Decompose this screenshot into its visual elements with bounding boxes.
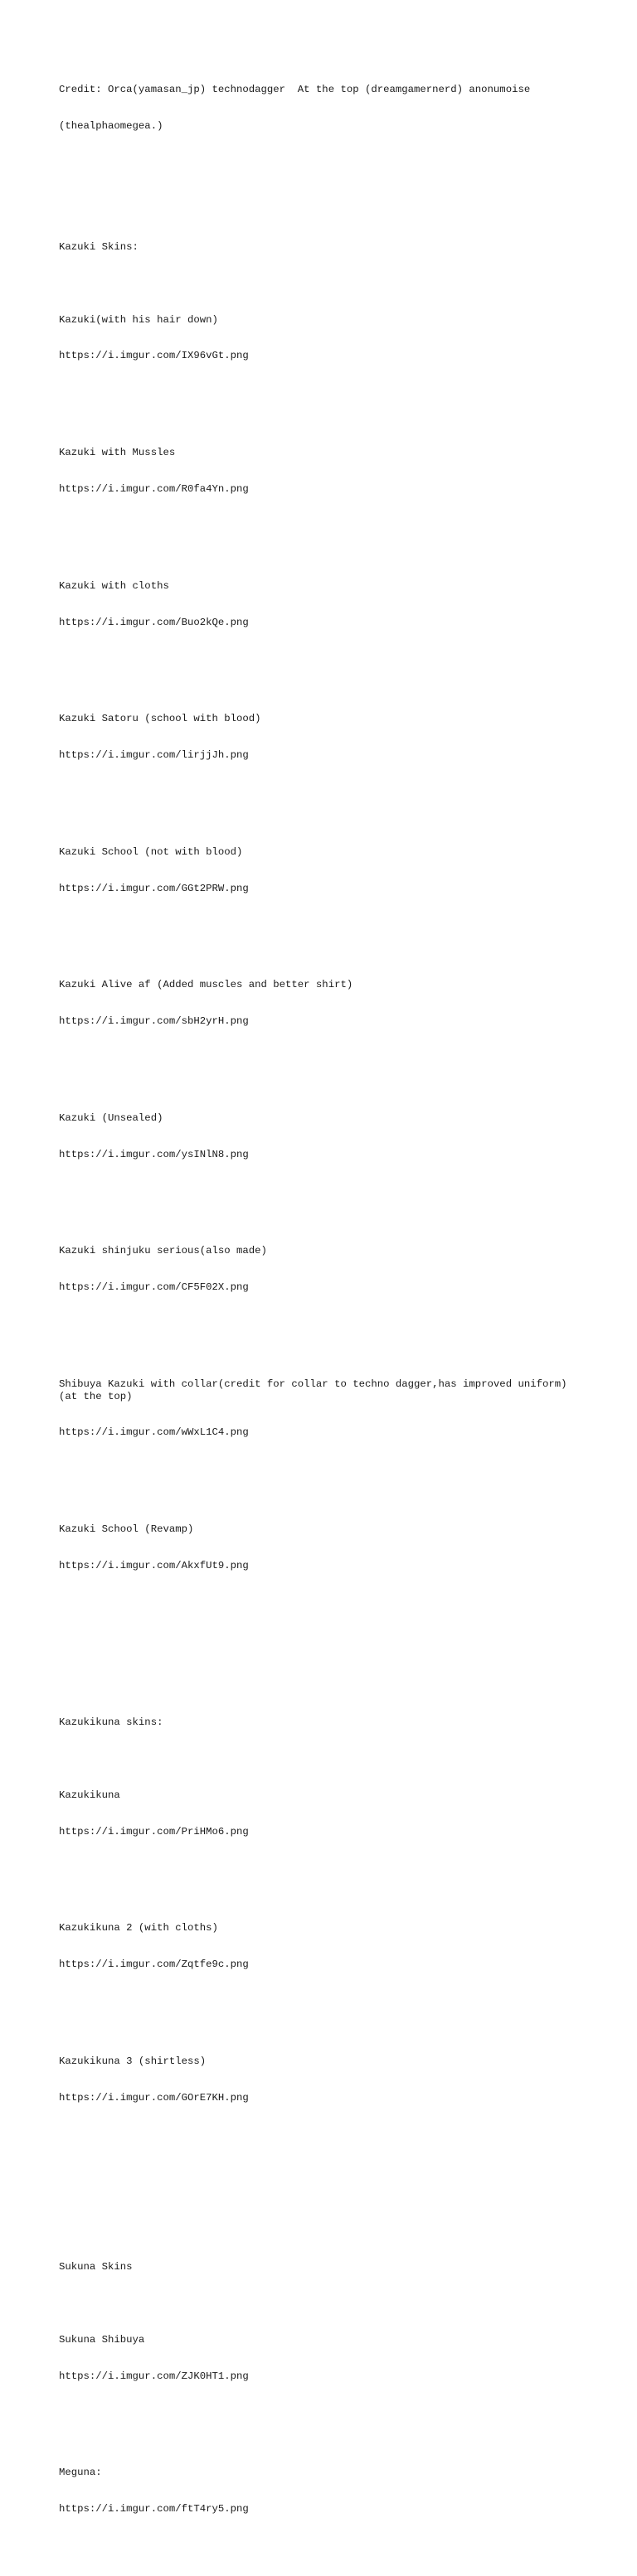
list-item [59,2310,606,2407]
list-item [59,2031,606,2128]
section-kazuki-skins [59,217,606,1620]
credit-line-2: (thealphaomegea.) [59,119,163,132]
entry-link[interactable]: https://i.imgur.com/PriHMo6.png [59,1825,249,1838]
list-item [59,1221,606,1318]
credit-line-1: Credit: Orca(yamasan_jp) technodagger At the top (dreamgamernerd) anonumoise [59,84,531,96]
section-title: Kazukikuna skins: [59,1717,163,1729]
document-page [59,60,606,2576]
entry-link[interactable]: https://i.imgur.com/Buo2kQe.png [59,616,249,628]
entry-link[interactable]: https://i.imgur.com/wWxL1C4.png [59,1426,249,1439]
list-item [59,556,606,653]
section-kazukikuna-skins [59,1692,606,2152]
entry-name: Kazuki Satoru (school with blood) [59,713,261,725]
entry-name: Kazuki(with his hair down) [59,313,218,326]
entry-name: Kazukikuna 3 (shirtless) [59,2055,207,2067]
entry-name: Shibuya Kazuki with collar(credit for collar to techno dagger,has improved uniform) (at the top) [59,1378,567,1402]
entry-name: Kazukikuna 2 (with cloths) [59,1922,218,1934]
entry-link[interactable]: https://i.imgur.com/ftT4ry5.png [59,2503,249,2515]
entry-link[interactable]: https://i.imgur.com/ysINlN8.png [59,1148,249,1160]
entry-link[interactable]: https://i.imgur.com/ZJK0HT1.png [59,2370,249,2382]
list-item [59,423,606,520]
section-sukuna-skins [59,2237,606,2564]
entry-name: Kazuki with Mussles [59,447,176,459]
entry-link[interactable]: https://i.imgur.com/sbH2yrH.png [59,1015,249,1028]
entry-link[interactable]: https://i.imgur.com/R0fa4Yn.png [59,483,249,495]
entry-link[interactable]: https://i.imgur.com/CF5F02X.png [59,1281,249,1294]
list-item [59,955,606,1052]
list-item [59,822,606,919]
entry-name: Kazuki (Unsealed) [59,1111,163,1124]
list-item [59,2443,606,2540]
entry-link[interactable]: https://i.imgur.com/Zqtfe9c.png [59,1959,249,1971]
entry-name: Kazuki with cloths [59,579,169,592]
entry-link[interactable]: https://i.imgur.com/lirjjJh.png [59,749,249,762]
entry-link[interactable]: https://i.imgur.com/GGt2PRW.png [59,882,249,894]
entry-name: Meguna: [59,2467,102,2479]
entry-name: Kazuki Alive af (Added muscles and better shirt) [59,979,353,991]
list-item [59,290,606,387]
entry-name: Sukuna Shibuya [59,2333,145,2346]
section-title: Sukuna Skins [59,2261,133,2273]
entry-link[interactable]: https://i.imgur.com/IX96vGt.png [59,350,249,362]
list-item [59,1088,606,1185]
entry-name: Kazukikuna [59,1789,120,1801]
list-item [59,1499,606,1596]
entry-name: Kazuki shinjuku serious(also made) [59,1245,267,1257]
entry-name: Kazuki School (Revamp) [59,1523,194,1536]
entry-name: Kazuki School (not with blood) [59,845,243,858]
section-title: Kazuki Skins: [59,241,139,254]
entry-link[interactable]: https://i.imgur.com/AkxfUt9.png [59,1559,249,1571]
entry-link[interactable]: https://i.imgur.com/GOrE7KH.png [59,2091,249,2104]
list-item [59,689,606,786]
list-item [59,1898,606,1995]
list-item [59,1354,606,1463]
list-item [59,1765,606,1862]
